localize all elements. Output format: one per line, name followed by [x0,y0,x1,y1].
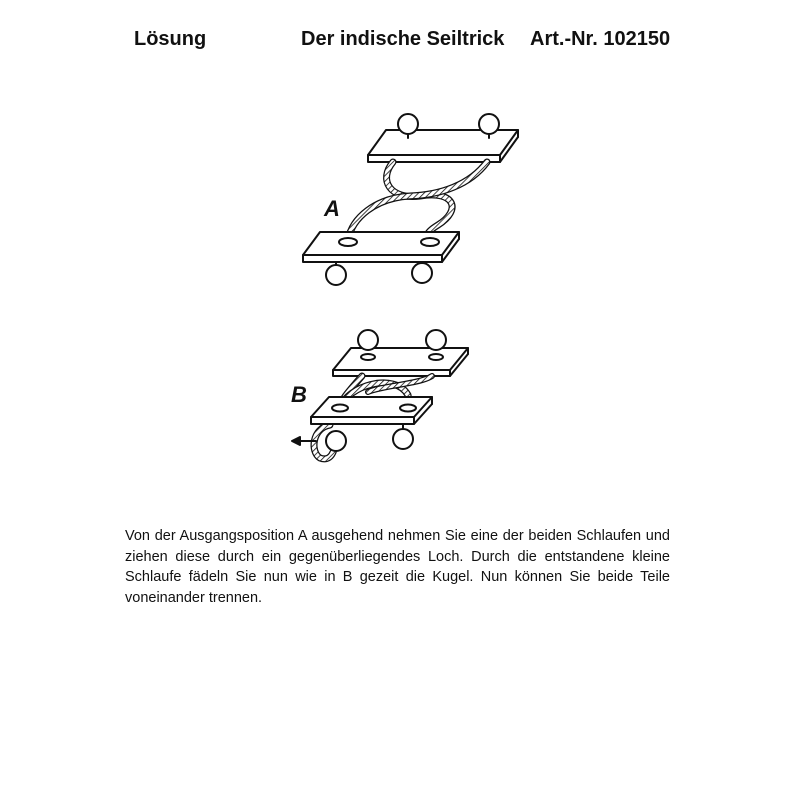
solution-heading: Lösung [134,28,207,50]
figure-b-bottom-plank [311,397,432,424]
solution-instructions [125,526,670,608]
figure-b-label: B [291,382,307,407]
instructions-line-4: voneinander trennen. [125,589,263,606]
instructions-line-1: Von der Ausgangsposition A ausgehend nehmen Sie eine der beiden Schlaufen und [125,528,670,544]
figure-b-illustration [292,330,468,459]
puzzle-title: Der indische Seiltrick [301,28,505,50]
figure-b-top-plank [333,348,468,376]
figure-b-bottom-balls [326,424,413,451]
instructions-line-3: Schlaufe fädeln Sie nun wie in B gezeit die Kugel. Nun können Sie beide Teile [125,569,670,585]
figure-a-rope [348,162,487,240]
article-number: Art.-Nr. 102150 [530,28,671,50]
figure-a-bottom-balls [326,262,432,285]
figure-a-bottom-plank [303,232,459,262]
figure-a-label: A [324,196,340,221]
figure-a-top-plank [368,130,518,162]
instructions-line-2: ziehen diese durch ein gegenüberliegendes Loch. Durch die entstandene kleine [125,548,670,565]
